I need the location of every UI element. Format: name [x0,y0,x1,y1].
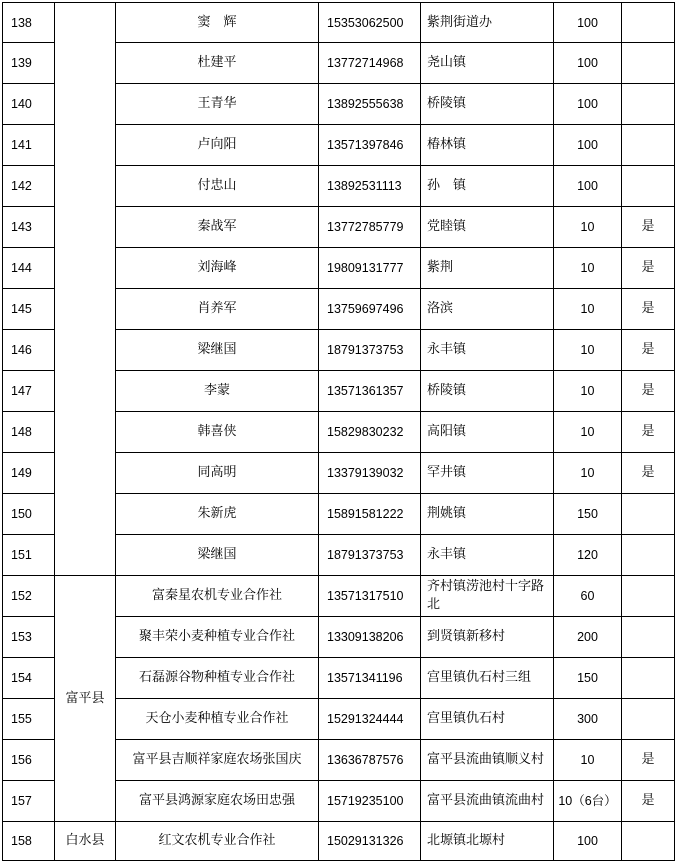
table-row [3,576,675,617]
row-number: 153 [3,617,55,658]
phone-number: 13379139032 [319,453,421,494]
row-number: 147 [3,371,55,412]
row-number: 156 [3,740,55,781]
flag [622,3,675,43]
owner-name: 富秦星农机专业合作社 [116,576,319,617]
owner-name: 付忠山 [116,166,319,207]
owner-name: 聚丰荣小麦种植专业合作社 [116,617,319,658]
row-number: 152 [3,576,55,617]
flag: 是 [622,330,675,371]
owner-name: 卢向阳 [116,125,319,166]
owner-name: 富平县鸿源家庭农场田忠强 [116,781,319,822]
quantity: 200 [554,617,622,658]
address: 宫里镇仇石村三组 [421,658,554,699]
address: 尧山镇 [421,43,554,84]
row-number: 142 [3,166,55,207]
quantity: 120 [554,535,622,576]
phone-number: 13759697496 [319,289,421,330]
phone-number: 15029131326 [319,822,421,861]
phone-number: 15719235100 [319,781,421,822]
row-number: 140 [3,84,55,125]
quantity: 100 [554,125,622,166]
phone-number: 13571361357 [319,371,421,412]
address: 椿林镇 [421,125,554,166]
address: 党睦镇 [421,207,554,248]
flag: 是 [622,248,675,289]
address: 孙 镇 [421,166,554,207]
flag [622,125,675,166]
phone-number: 13571341196 [319,658,421,699]
row-number: 150 [3,494,55,535]
flag [622,699,675,740]
phone-number: 15891581222 [319,494,421,535]
quantity: 10 [554,248,622,289]
owner-name: 杜建平 [116,43,319,84]
row-number: 158 [3,822,55,861]
row-number: 155 [3,699,55,740]
quantity: 10 [554,740,622,781]
row-number: 157 [3,781,55,822]
table-row [3,822,675,861]
phone-number: 13636787576 [319,740,421,781]
quantity: 60 [554,576,622,617]
quantity: 10 [554,330,622,371]
phone-number: 13571317510 [319,576,421,617]
row-number: 149 [3,453,55,494]
address: 高阳镇 [421,412,554,453]
address: 北塬镇北塬村 [421,822,554,861]
address: 永丰镇 [421,535,554,576]
owner-name: 李蒙 [116,371,319,412]
address: 紫荆街道办 [421,3,554,43]
address: 富平县流曲镇流曲村 [421,781,554,822]
flag: 是 [622,453,675,494]
flag [622,658,675,699]
phone-number: 13309138206 [319,617,421,658]
flag: 是 [622,412,675,453]
row-number: 143 [3,207,55,248]
quantity: 150 [554,658,622,699]
address: 洛滨 [421,289,554,330]
address: 永丰镇 [421,330,554,371]
row-number: 138 [3,3,55,43]
owner-name: 韩喜侠 [116,412,319,453]
quantity: 10 [554,207,622,248]
owner-name: 石磊源谷物种植专业合作社 [116,658,319,699]
owner-name: 窦 辉 [116,3,319,43]
address: 罕井镇 [421,453,554,494]
row-number: 144 [3,248,55,289]
flag [622,494,675,535]
phone-number: 15291324444 [319,699,421,740]
address: 富平县流曲镇顺义村 [421,740,554,781]
phone-number: 18791373753 [319,535,421,576]
owner-name: 天仓小麦种植专业合作社 [116,699,319,740]
quantity: 10 [554,412,622,453]
flag [622,822,675,861]
flag [622,535,675,576]
quantity: 10 [554,289,622,330]
phone-number: 13892531113 [319,166,421,207]
row-number: 145 [3,289,55,330]
flag: 是 [622,371,675,412]
phone-number: 19809131777 [319,248,421,289]
owner-name: 同高明 [116,453,319,494]
phone-number: 15353062500 [319,3,421,43]
phone-number: 13772714968 [319,43,421,84]
county-cell: 白水县 [55,822,116,861]
flag: 是 [622,207,675,248]
quantity: 150 [554,494,622,535]
phone-number: 13772785779 [319,207,421,248]
quantity: 300 [554,699,622,740]
owner-name: 秦战军 [116,207,319,248]
quantity: 10 [554,371,622,412]
quantity: 10（6台） [554,781,622,822]
flag: 是 [622,740,675,781]
flag: 是 [622,289,675,330]
phone-number: 18791373753 [319,330,421,371]
quantity: 100 [554,3,622,43]
quantity: 10 [554,453,622,494]
address: 桥陵镇 [421,84,554,125]
address: 齐村镇涝池村十字路北 [421,576,554,617]
table-row [3,3,675,43]
row-number: 139 [3,43,55,84]
flag [622,43,675,84]
flag [622,166,675,207]
owner-name: 朱新虎 [116,494,319,535]
address: 紫荆 [421,248,554,289]
phone-number: 13892555638 [319,84,421,125]
owner-name: 刘海峰 [116,248,319,289]
flag [622,617,675,658]
flag: 是 [622,781,675,822]
flag [622,84,675,125]
quantity: 100 [554,84,622,125]
address: 宫里镇仇石村 [421,699,554,740]
owner-name: 红文农机专业合作社 [116,822,319,861]
owner-name: 肖养军 [116,289,319,330]
row-number: 148 [3,412,55,453]
address: 到贤镇新移村 [421,617,554,658]
address: 荆姚镇 [421,494,554,535]
phone-number: 15829830232 [319,412,421,453]
county-cell [55,3,116,576]
phone-number: 13571397846 [319,125,421,166]
owner-name: 王青华 [116,84,319,125]
row-number: 154 [3,658,55,699]
row-number: 146 [3,330,55,371]
machinery-table [2,2,675,861]
address: 桥陵镇 [421,371,554,412]
row-number: 151 [3,535,55,576]
flag [622,576,675,617]
quantity: 100 [554,822,622,861]
quantity: 100 [554,43,622,84]
owner-name: 梁继国 [116,535,319,576]
owner-name: 富平县吉顺祥家庭农场张国庆 [116,740,319,781]
county-cell: 富平县 [55,576,116,822]
row-number: 141 [3,125,55,166]
owner-name: 梁继国 [116,330,319,371]
quantity: 100 [554,166,622,207]
